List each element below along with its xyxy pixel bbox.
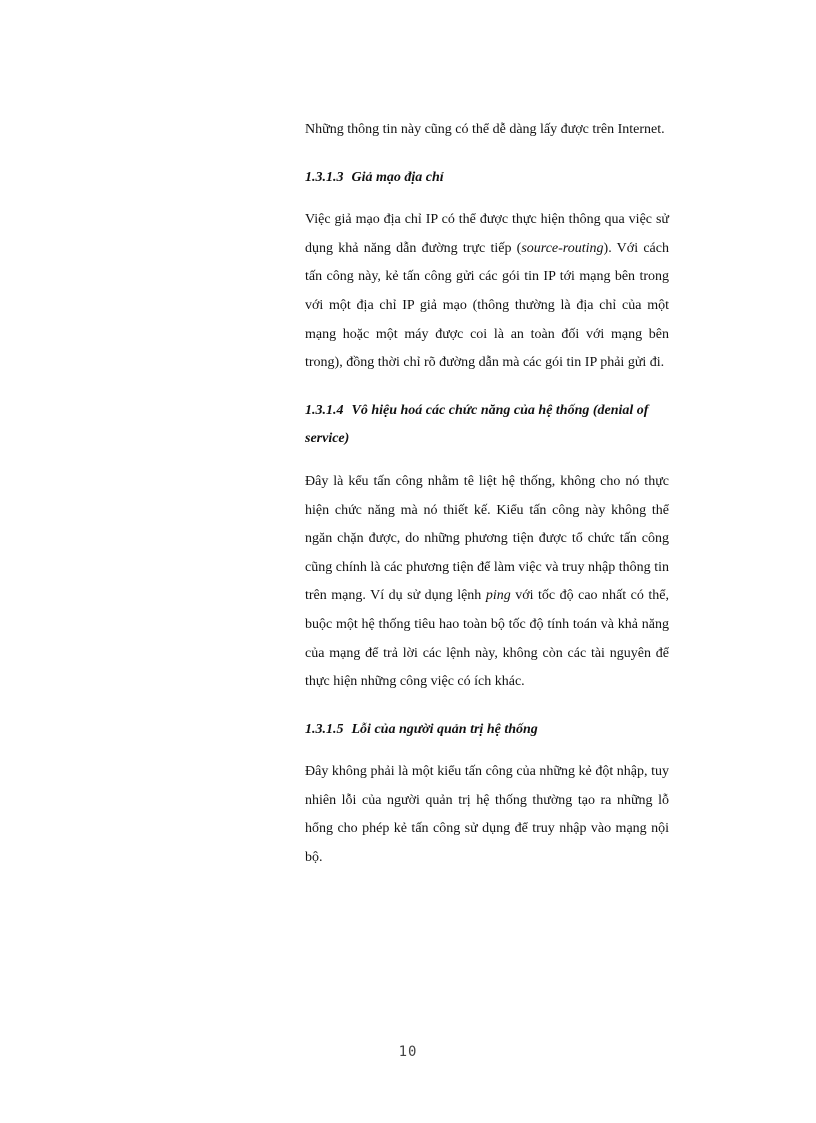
section-heading-1-3-1-4 [305,397,669,454]
section-title: Lỗi của người quản trị hệ thống [351,721,538,737]
section-paragraph-ip-spoofing [305,206,669,378]
section-title: Vô hiệu hoá các chức năng của hệ thống (denial of service) [305,402,649,447]
paragraph-text: ). Với cách tấn công này, kẻ tấn công gửi các gói tin IP tới mạng bên trong với một địa chỉ IP giả mạo (thông thường là địa chỉ của một mạng hoặc một máy được coi là an toàn đối với mạng bên trong), đồng thời chỉ rõ đường dẫn mà các gói tin IP phải gửi đi. [305,240,669,371]
section-paragraph-denial-of-service [305,468,669,697]
paragraph-text: Việc giả mạo địa chỉ IP có thể được thực hiện thông qua việc sử dụng khả năng dẫn đường trực tiếp ( [305,212,669,256]
page-number: 10 [398,1044,418,1060]
section-number: 1.3.1.4 [305,402,344,418]
intro-paragraph: Những thông tin này cũng có thể dễ dàng lấy được trên Internet. [305,122,665,137]
section-heading-1-3-1-5 [305,716,669,745]
paragraph-italic-term: source-routing [521,240,604,256]
paragraph-text: Đây không phải là một kiểu tấn công của những kẻ đột nhập, tuy nhiên lỗi của người quản trị hệ thống thường tạo ra những lỗ hổng cho phép kẻ tấn công sử dụng để truy nhập vào mạng nội bộ. [305,764,669,866]
section-number: 1.3.1.3 [305,169,344,185]
paragraph-text: với tốc độ cao nhất có thể, buộc một hệ thống tiêu hao toàn bộ tốc độ tính toán và khả năng của mạng để trả lời các lệnh này, không còn các tài nguyên để thực hiện những công việc có ích khác. [305,588,669,690]
section-heading-1-3-1-3 [305,164,669,193]
paragraph-italic-term: ping [485,588,511,604]
section-number: 1.3.1.5 [305,721,344,737]
section-paragraph-admin-error [305,758,669,872]
section-title: Giả mạo địa chỉ [351,169,444,185]
paragraph-text: Đây là kểu tấn công nhằm tê liệt hệ thống, không cho nó thực hiện chức năng mà nó thiết kế. Kiểu tấn công này không thể ngăn chặn được, do những phương tiện được tổ chức tấn công cũng chính là các phương tiện để làm việc và truy nhập thông tin trên mạng. Ví dụ sử dụng lệnh [305,473,669,604]
page-body [305,116,669,873]
